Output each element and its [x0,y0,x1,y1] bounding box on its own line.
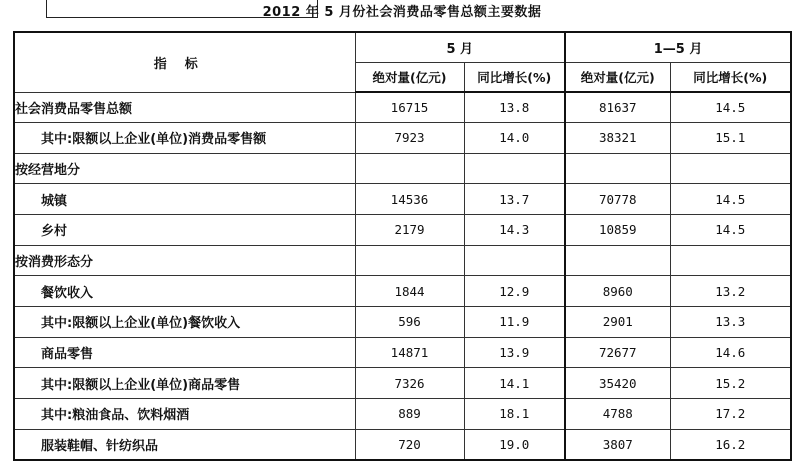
table-row [14,276,791,307]
month-growth-cell: 14.3 [464,215,565,246]
ytd-growth-cell: 15.1 [670,123,791,154]
month-abs-cell: 889 [355,399,464,430]
month-growth-cell: 12.9 [464,276,565,307]
indicator-header: 指标 [14,32,355,92]
table-row [14,184,791,215]
table-row [14,92,791,123]
table-row [14,368,791,399]
month-growth-cell: 13.9 [464,337,565,368]
month-abs-cell [355,153,464,184]
table-row [14,215,791,246]
month-abs-cell: 1844 [355,276,464,307]
month-growth-cell [464,153,565,184]
ytd-abs-cell: 10859 [565,215,670,246]
table-row [14,337,791,368]
ytd-growth-cell: 14.5 [670,92,791,123]
ytd-growth-cell: 13.2 [670,276,791,307]
ytd-growth-cell: 15.2 [670,368,791,399]
month-growth-header: 同比增长(%) [464,62,565,92]
row-label: 城镇 [14,184,355,215]
table-row [14,307,791,338]
table-row [14,399,791,430]
month-abs-cell: 14871 [355,337,464,368]
ytd-growth-cell [670,153,791,184]
month-growth-cell: 14.0 [464,123,565,154]
month-growth-cell [464,245,565,276]
month-abs-cell: 7923 [355,123,464,154]
table-row [14,123,791,154]
ytd-abs-cell: 81637 [565,92,670,123]
ytd-abs-header: 绝对量(亿元) [565,62,670,92]
ytd-abs-cell: 38321 [565,123,670,154]
month-header: 5 月 [355,32,565,62]
month-growth-cell: 11.9 [464,307,565,338]
month-abs-header: 绝对量(亿元) [355,62,464,92]
month-growth-cell: 18.1 [464,399,565,430]
month-growth-cell: 19.0 [464,429,565,460]
ytd-growth-cell [670,245,791,276]
ytd-growth-cell: 14.5 [670,184,791,215]
month-abs-cell [355,245,464,276]
ytd-growth-cell: 17.2 [670,399,791,430]
ytd-abs-cell [565,153,670,184]
row-label: 社会消费品零售总额 [14,92,355,123]
ytd-abs-cell: 72677 [565,337,670,368]
row-label: 商品零售 [14,337,355,368]
month-abs-cell: 7326 [355,368,464,399]
ytd-header: 1—5 月 [565,32,791,62]
ytd-growth-cell: 13.3 [670,307,791,338]
month-abs-cell: 596 [355,307,464,338]
table-row [14,429,791,460]
ytd-abs-cell [565,245,670,276]
month-abs-cell: 720 [355,429,464,460]
row-label: 按经营地分 [14,153,355,184]
row-label: 乡村 [14,215,355,246]
month-abs-cell: 14536 [355,184,464,215]
ytd-growth-cell: 14.5 [670,215,791,246]
ytd-growth-cell: 14.6 [670,337,791,368]
row-label: 其中:限额以上企业(单位)消费品零售额 [14,123,355,154]
ytd-growth-header: 同比增长(%) [670,62,791,92]
retail-sales-table [13,31,792,461]
month-abs-cell: 16715 [355,92,464,123]
month-abs-cell: 2179 [355,215,464,246]
ytd-abs-cell: 70778 [565,184,670,215]
month-growth-cell: 14.1 [464,368,565,399]
row-label: 其中:限额以上企业(单位)餐饮收入 [14,307,355,338]
ytd-growth-cell: 16.2 [670,429,791,460]
ytd-abs-cell: 8960 [565,276,670,307]
row-label: 餐饮收入 [14,276,355,307]
month-growth-cell: 13.7 [464,184,565,215]
row-label: 按消费形态分 [14,245,355,276]
table-row [14,153,791,184]
ytd-abs-cell: 4788 [565,399,670,430]
ytd-abs-cell: 35420 [565,368,670,399]
page-title: 2012 年 5 月份社会消费品零售总额主要数据 [262,5,542,20]
row-label: 其中:粮油食品、饮料烟酒 [14,399,355,430]
ytd-abs-cell: 3807 [565,429,670,460]
row-label: 其中:限额以上企业(单位)商品零售 [14,368,355,399]
ytd-abs-cell: 2901 [565,307,670,338]
table-row [14,245,791,276]
row-label: 服装鞋帽、针纺织品 [14,429,355,460]
table-body [14,92,791,460]
month-growth-cell: 13.8 [464,92,565,123]
